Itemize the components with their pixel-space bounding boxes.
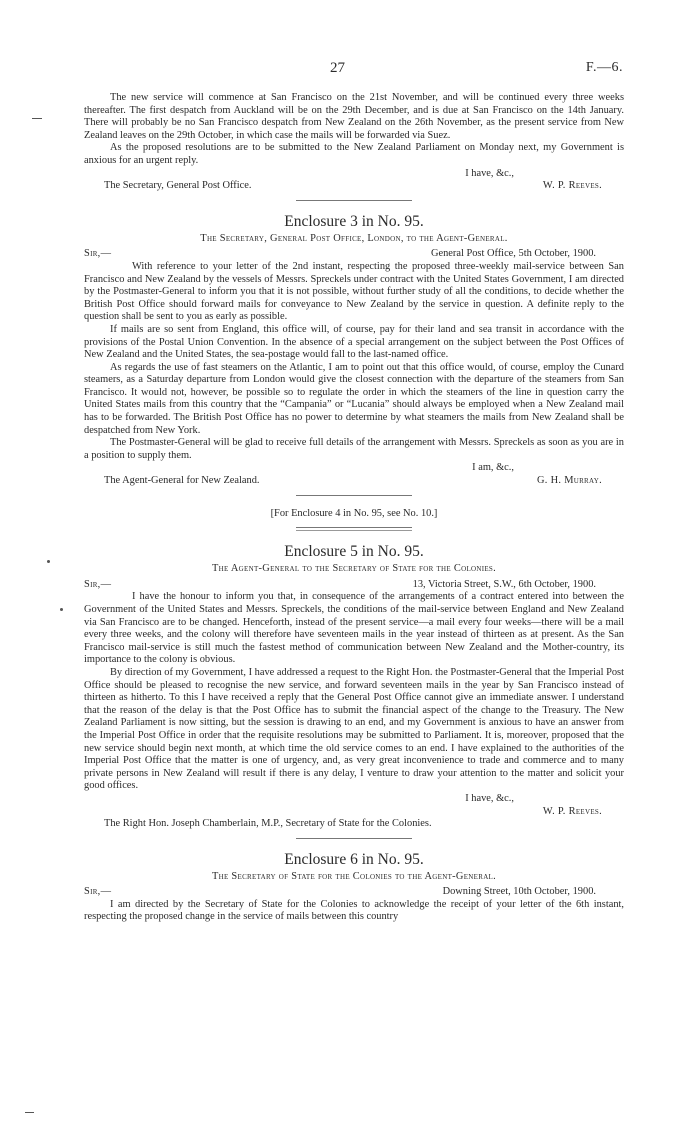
intro-paragraph-1: The new service will commence at San Francisco on the 21st November, and will be continued every three weeks thereafter. The first despatch from Auckland will be on the 29th December, and is due at San Francisco on the 14th January. There will probably be no San Francisco despatch from New Zealand on the 26th November, as the present service from New Zealand leaves on the 29th October, in which case the mails will be forwarded via Suez. <box>84 92 624 141</box>
enclosure-5-addressee: The Right Hon. Joseph Chamberlain, M.P., Secretary of State for the Colonies. <box>104 818 432 830</box>
page-number: 27 <box>330 60 345 76</box>
enclosure-6-salutation: Sir,— <box>84 886 112 898</box>
margin-mark <box>25 1112 34 1113</box>
section-divider <box>296 495 412 496</box>
page-header <box>0 62 700 82</box>
enclosure-5-subtitle: The Agent-General to the Secretary of State for the Colonies. <box>211 563 497 575</box>
enclosure-6 <box>84 851 624 924</box>
document-reference: F.—6. <box>585 60 623 75</box>
intro-closing: I have, &c., <box>465 167 514 179</box>
enclosure-3-paragraph-3: As regards the use of fast steamers on the Atlantic, I am to point out that this office would, of course, employ the Cunard steamers, as a Saturday departure from London would give the closest connection with the departure of the steamers from San Francisco. It would not, however, be possible so to regulate the order in which the steamers of the line in question carry the United States mails from this country that the “Campania” or “Lucania” should always be employed when a New Zealand mail has to be forwarded. The British Post Office has no power to determine by what steamers the mails from New Zealand shall be despatched from New York. <box>84 361 624 436</box>
enclosure-3-salutation-row <box>84 248 624 261</box>
enclosure-5-salutation: Sir,— <box>84 578 112 590</box>
enclosure-5-place-date: 13, Victoria Street, S.W., 6th October, 1900. <box>412 578 596 590</box>
enclosure-3 <box>84 213 624 488</box>
enclosure-3-subtitle: The Secretary, General Post Office, London, to the Agent-General. <box>200 232 508 244</box>
enclosure-3-signoff-row <box>84 475 624 488</box>
enclosure-5-title: Enclosure 5 in No. 95. <box>284 543 424 561</box>
enclosure-5-paragraph-2: By direction of my Government, I have addressed a request to the Right Hon. the Postmaster-General that the Imperial Post Office should be pleased to recognise the new service, and forward seventeen mails in the year by San Francisco instead of thirteen as hitherto. To this I have received a reply that the General Post Office cannot give an immediate answer. I understand that the reason of the delay is that the Post Office has to submit the financial aspect of the change to the Treasury. The New Zealand Parliament is now sitting, but the session is drawing to an end, and my Government is anxious to have an answer from the Imperial Post Office in order that the requisite resolutions may be submitted to Parliament. It is, moreover, proposed that the new service should begin next month, at which time the old service comes to an end. I have explained to the authorities of the Imperial Post Office that the matter is one of urgency, and, as very great inconvenience to trade and commerce and to many private persons in New Zealand will result if there is any delay, I venture to draw your attention to the matter and solicit your good offices. <box>84 666 624 792</box>
intro-addressee: The Secretary, General Post Office. <box>104 180 252 192</box>
intro-letter <box>84 92 624 193</box>
enclosure-6-paragraph-1: I am directed by the Secretary of State for the Colonies to acknowledge the receipt of your letter of the 6th instant, respecting the proposed change in the service of mails between this country <box>84 898 624 923</box>
intro-signoff-row <box>84 180 624 193</box>
enclosure-5-salutation-row <box>84 579 624 592</box>
enclosure-3-addressee: The Agent-General for New Zealand. <box>104 475 260 487</box>
document-body <box>84 92 624 924</box>
enclosure-3-title: Enclosure 3 in No. 95. <box>284 212 424 230</box>
margin-mark <box>32 118 42 119</box>
intro-signature: W. P. Reeves. <box>542 180 602 192</box>
enclosure-3-place-date: General Post Office, 5th October, 1900. <box>430 248 596 260</box>
enclosure-3-paragraph-2: If mails are so sent from England, this office will, of course, pay for their land and sea transit in accordance with the provisions of the Postal Union Convention. In the absence of a special arrangement on the subject between the Post Offices of New Zealand and the United States, the sea-postage would fall to the last-named office. <box>84 323 624 361</box>
section-divider <box>296 527 412 528</box>
margin-mark <box>47 560 50 563</box>
enclosure-5-paragraph-1: I have the honour to inform you that, in consequence of the arrangements of a contract entered into between the Government of the United States and Messrs. Spreckels, the conditions of the mail-service between England and New Zealand via San Francisco are to be changed. Henceforth, instead of the present service—a mail every four weeks—there will be a mail every three weeks, and the colony will therefore have seventeen mails in the year instead of thirteen as at present. As the San Francisco mail-service is still much the fastest method of communication between New Zealand and the Mother-country, its importance to the colony is obvious. <box>84 591 624 666</box>
enclosure-5-closing: I have, &c., <box>465 792 514 804</box>
intro-paragraph-2: As the proposed resolutions are to be submitted to the New Zealand Parliament on Monday next, my Government is anxious for an urgent reply. <box>84 142 624 166</box>
enclosure-6-place-date: Downing Street, 10th October, 1900. <box>442 886 596 898</box>
enclosure-3-paragraph-4: The Postmaster-General will be glad to receive full details of the arrangement with Messrs. Spreckels as soon as you are in a position to supply them. <box>84 437 624 461</box>
enclosure-3-salutation: Sir,— <box>84 248 112 260</box>
enclosure-3-paragraph-1: With reference to your letter of the 2nd instant, respecting the proposed three-weekly mail-service between San Francisco and New Zealand by the vessels of Messrs. Spreckels under contract with the United States Government, I am directed by the Postmaster-General to inform you that it is not possible, without further study of all the conditions, to decide whether the British Post Office should forward mails for conveyance to New Zealand by the service in question. A definite reply to the question shall be sent to you as early as possible. <box>84 260 624 323</box>
enclosure-3-signature: G. H. Murray. <box>537 475 602 487</box>
enclosure-6-title: Enclosure 6 in No. 95. <box>284 850 424 868</box>
margin-mark <box>60 608 63 611</box>
enclosure-3-closing: I am, &c., <box>472 462 514 474</box>
enclosure-6-salutation-row <box>84 886 624 899</box>
enclosure-4-note: [For Enclosure 4 in No. 95, see No. 10.] <box>270 507 438 519</box>
enclosure-6-subtitle: The Secretary of State for the Colonies to the Agent-General. <box>211 870 497 882</box>
enclosure-5-signature: W. P. Reeves. <box>542 805 602 817</box>
enclosure-5 <box>84 543 624 830</box>
